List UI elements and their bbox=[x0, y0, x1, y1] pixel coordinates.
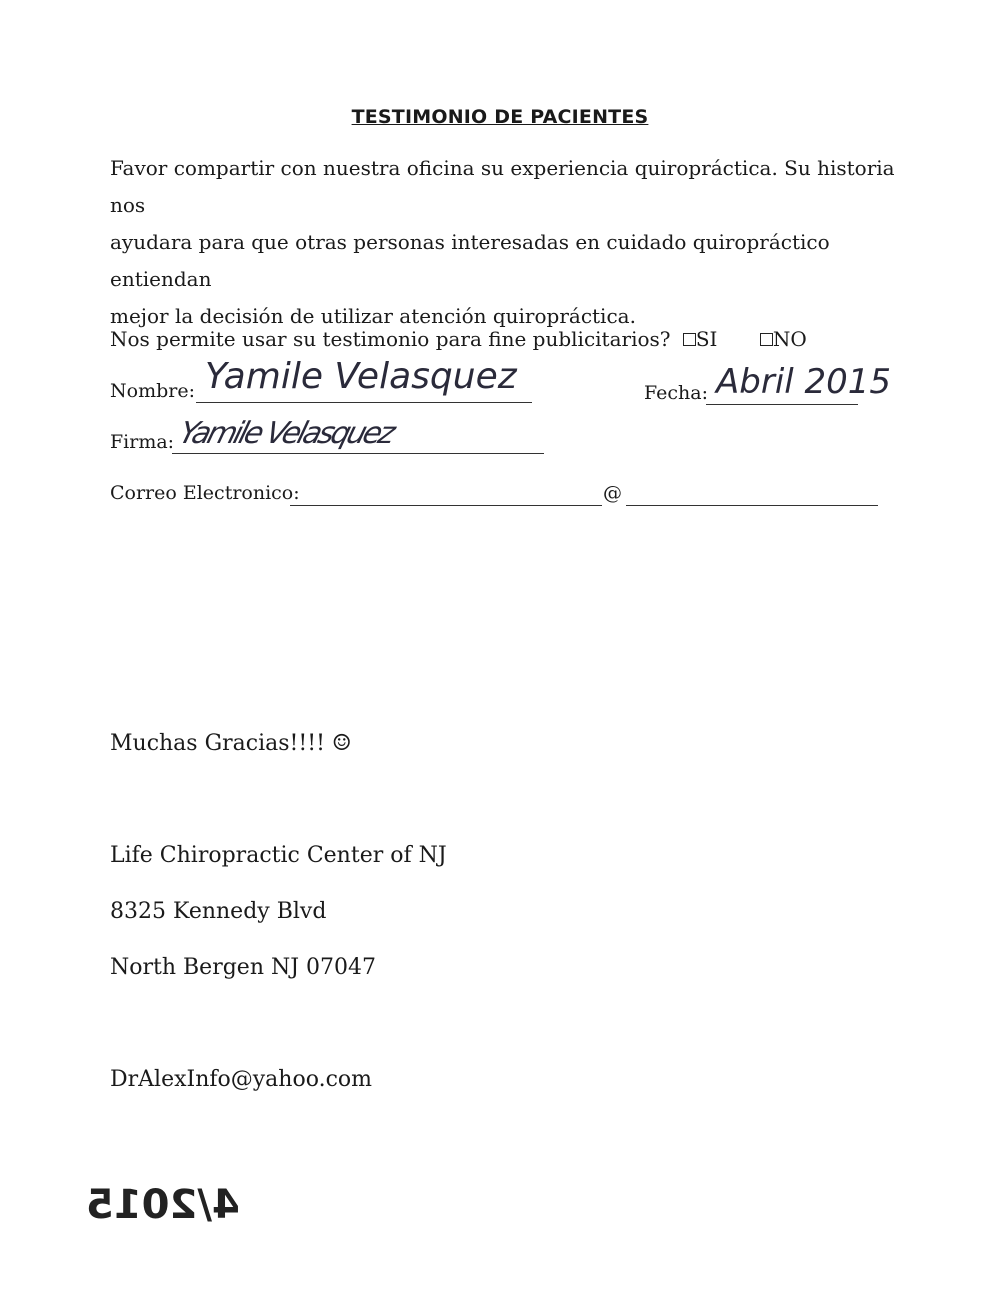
signature-label: Firma: bbox=[110, 431, 175, 453]
email-domain-underline bbox=[626, 505, 878, 506]
intro-line-1: Favor compartir con nuestra oficina su experiencia quiropráctica. Su historia nos bbox=[110, 156, 895, 217]
signature-handwriting[interactable]: Yamile Velasquez bbox=[175, 416, 397, 451]
email-at-sign: @ bbox=[603, 482, 622, 504]
date-handwriting[interactable]: Abril 2015 bbox=[716, 362, 892, 402]
yes-label: SI bbox=[695, 327, 718, 351]
clinic-name: Life Chiropractic Center of NJ bbox=[110, 843, 447, 868]
email-label: Correo Electronico: bbox=[110, 482, 300, 504]
name-underline bbox=[196, 402, 532, 403]
page-title: TESTIMONIO DE PACIENTES bbox=[351, 106, 649, 128]
thanks-text: Muchas Gracias!!!! bbox=[110, 731, 325, 756]
smiley-icon: ☺ bbox=[331, 731, 352, 756]
date-underline bbox=[706, 404, 858, 405]
name-label: Nombre: bbox=[110, 380, 195, 402]
intro-paragraph bbox=[110, 150, 900, 335]
clinic-city: North Bergen NJ 07047 bbox=[110, 955, 377, 980]
clinic-email: DrAlexInfo@yahoo.com bbox=[110, 1067, 372, 1092]
date-label: Fecha: bbox=[644, 382, 708, 404]
consent-question-row bbox=[110, 327, 807, 351]
thanks-row bbox=[110, 731, 352, 756]
no-label: NO bbox=[772, 327, 807, 351]
intro-line-2: ayudara para que otras personas interesadas en cuidado quiropráctico entiendan bbox=[110, 230, 830, 291]
intro-line-3: mejor la decisión de utilizar atención quiropráctica. bbox=[110, 304, 636, 328]
yes-checkbox[interactable] bbox=[683, 333, 696, 346]
consent-question: Nos permite usar su testimonio para fine publicitarios? bbox=[110, 327, 671, 351]
signature-underline bbox=[172, 453, 544, 454]
name-handwriting[interactable]: Yamile Velasquez bbox=[205, 356, 517, 397]
no-checkbox[interactable] bbox=[760, 333, 773, 346]
mirrored-date-note: 4/2015 bbox=[86, 1182, 240, 1228]
email-user-underline bbox=[290, 505, 602, 506]
clinic-address: 8325 Kennedy Blvd bbox=[110, 899, 327, 924]
